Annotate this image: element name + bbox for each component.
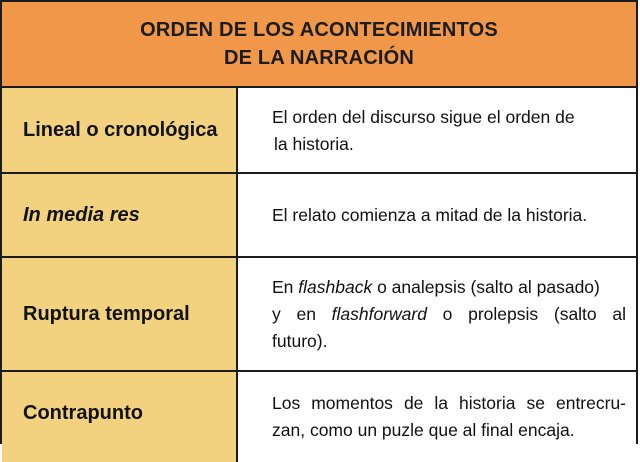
description-italic-term: flashforward	[331, 303, 427, 324]
term-label: Lineal o cronológica	[23, 118, 218, 141]
description-line: futuro).	[272, 330, 328, 351]
description-line: zan, como un puzle que al final encaja.	[272, 420, 575, 440]
term-cell	[2, 372, 238, 462]
description-cell	[240, 372, 636, 462]
description-cell	[240, 258, 636, 370]
term-label: Contrapunto	[23, 402, 143, 424]
description-text: y en	[272, 303, 332, 324]
header-title-line1: ORDEN DE LOS ACONTECIMIENTOS	[140, 19, 498, 41]
description-text: o prolepsis (salto al	[426, 303, 626, 324]
term-cell	[2, 174, 238, 256]
description-line	[272, 274, 626, 301]
table-row-lineal	[2, 88, 636, 174]
description-line: El relato comienza a mitad de la historia.	[272, 204, 588, 225]
description-text: o analepsis (salto al pasado)	[372, 276, 600, 297]
description-cell	[240, 174, 636, 256]
description-italic-term: flashback	[298, 276, 373, 297]
table-row-contrapunto	[2, 372, 636, 462]
table-header	[2, 2, 636, 88]
table-row-ruptura-temporal	[2, 258, 636, 372]
description-line: El orden del discurso sigue el orden de	[272, 107, 575, 127]
description-cell	[240, 88, 636, 172]
term-cell	[2, 258, 238, 370]
table-row-in-media-res	[2, 174, 636, 258]
description-line	[272, 301, 626, 328]
term-label: Ruptura temporal	[23, 302, 190, 325]
header-title-line2: DE LA NARRACIÓN	[223, 47, 415, 69]
term-label: In media res	[23, 203, 140, 226]
description-text: En	[272, 276, 299, 297]
term-cell	[2, 88, 238, 172]
description-line: la historia.	[274, 134, 354, 154]
description-line: Los momentos de la historia se entrecru-	[272, 393, 626, 413]
